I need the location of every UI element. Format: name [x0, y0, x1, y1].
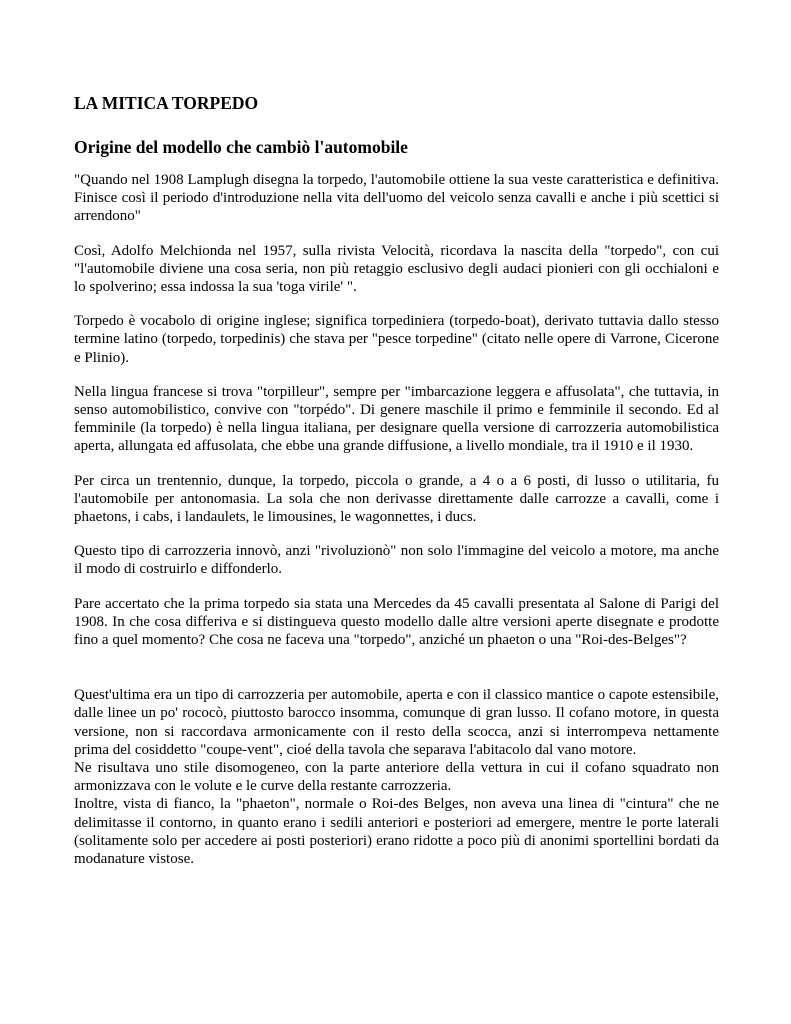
paragraph-melchionda: Così, Adolfo Melchionda nel 1957, sulla rivista Velocità, ricordava la nascita della "torpedo", con cui "l'automobile diviene una cosa seria, non più retaggio esclusivo degli audaci pionieri con gli occhialoni e lo spolverino; essa indossa la sua 'toga virile' ".	[74, 242, 719, 296]
document-page	[74, 92, 719, 868]
document-subtitle: Origine del modello che cambiò l'automobile	[74, 137, 408, 157]
paragraph-mercedes: Pare accertato che la prima torpedo sia stata una Mercedes da 45 cavalli presentata al Salone di Parigi del 1908. In che cosa differiva e si distingueva questo modello dalle altre versioni aperte disegnate e prodotte fino a quel momento? Che cosa ne faceva una "torpedo", anziché un phaeton o una "Roi-des-Belges"?	[74, 595, 719, 649]
paragraph-french: Nella lingua francese si trova "torpilleur", sempre per "imbarcazione leggera e affusolata", che tuttavia, in senso automobilistico, convive con "torpédo". Di genere maschile il primo e femminile il secondo. Ed al femminile (la torpedo) è nella lingua italiana, per designare quella versione di carrozzeria automobilistica aperta, allungata ed affusolata, che ebbe una grande diffusione, a livello mondiale, tra il 1910 e il 1930.	[74, 383, 719, 455]
paragraph-style: Ne risultava uno stile disomogeneo, con la parte anteriore della vettura in cui il cofano squadrato non armonizzava con le volute e le curve della restante carrozzeria.	[74, 760, 719, 795]
paragraph-quote: "Quando nel 1908 Lamplugh disegna la torpedo, l'automobile ottiene la sua veste caratteristica e definitiva. Finisce così il periodo d'introduzione nella vita dell'uomo del veicolo senza cavalli e anche i più scettici si arrendono"	[74, 172, 719, 225]
paragraph-roi-des-belges: Quest'ultima era un tipo di carrozzeria per automobile, aperta e con il classico mantice o capote estensibile, dalle linee un po' rococò, piuttosto barocco insomma, comunque di gran lusso. Il cofano motore, in questa versione, non si raccordava armonicamente con il resto della scocca, anzi si interrompeva nettamente prima del cosiddetto "coupe-vent", cioé della tavola che separava l'abitacolo dal vano motore.	[74, 687, 719, 758]
paragraph-side-view: Inoltre, vista di fianco, la "phaeton", normale o Roi-des Belges, non aveva una linea di "cintura" che ne delimitasse il contorno, in quanto erano i sedili anteriori e posteriori ad emergere, mentre le porte laterali (solitamente solo per accedere ai posti posteriori) erano ridotte a poco più di anonimi sportellini bordati da modanature vistose.	[74, 796, 719, 868]
paragraph-innovation: Questo tipo di carrozzeria innovò, anzi "rivoluzionò" non solo l'immagine del veicolo a motore, ma anche il modo di costruirlo e diffonderlo.	[74, 543, 719, 578]
document-title: LA MITICA TORPEDO	[74, 93, 259, 113]
paragraph-thirty-years: Per circa un trentennio, dunque, la torpedo, piccola o grande, a 4 o a 6 posti, di lusso o utilitaria, fu l'automobile per antonomasia. La sola che non derivasse direttamente dalle carrozze a cavalli, come i phaetons, i cabs, i landaulets, le limousines, le wagonnettes, i ducs.	[74, 472, 719, 526]
paragraph-etymology: Torpedo è vocabolo di origine inglese; significa torpediniera (torpedo-boat), derivato tuttavia dallo stesso termine latino (torpedo, torpedinis) che stava per "pesce torpedine" (citato nelle opere di Varrone, Cicerone e Plinio).	[74, 313, 719, 366]
